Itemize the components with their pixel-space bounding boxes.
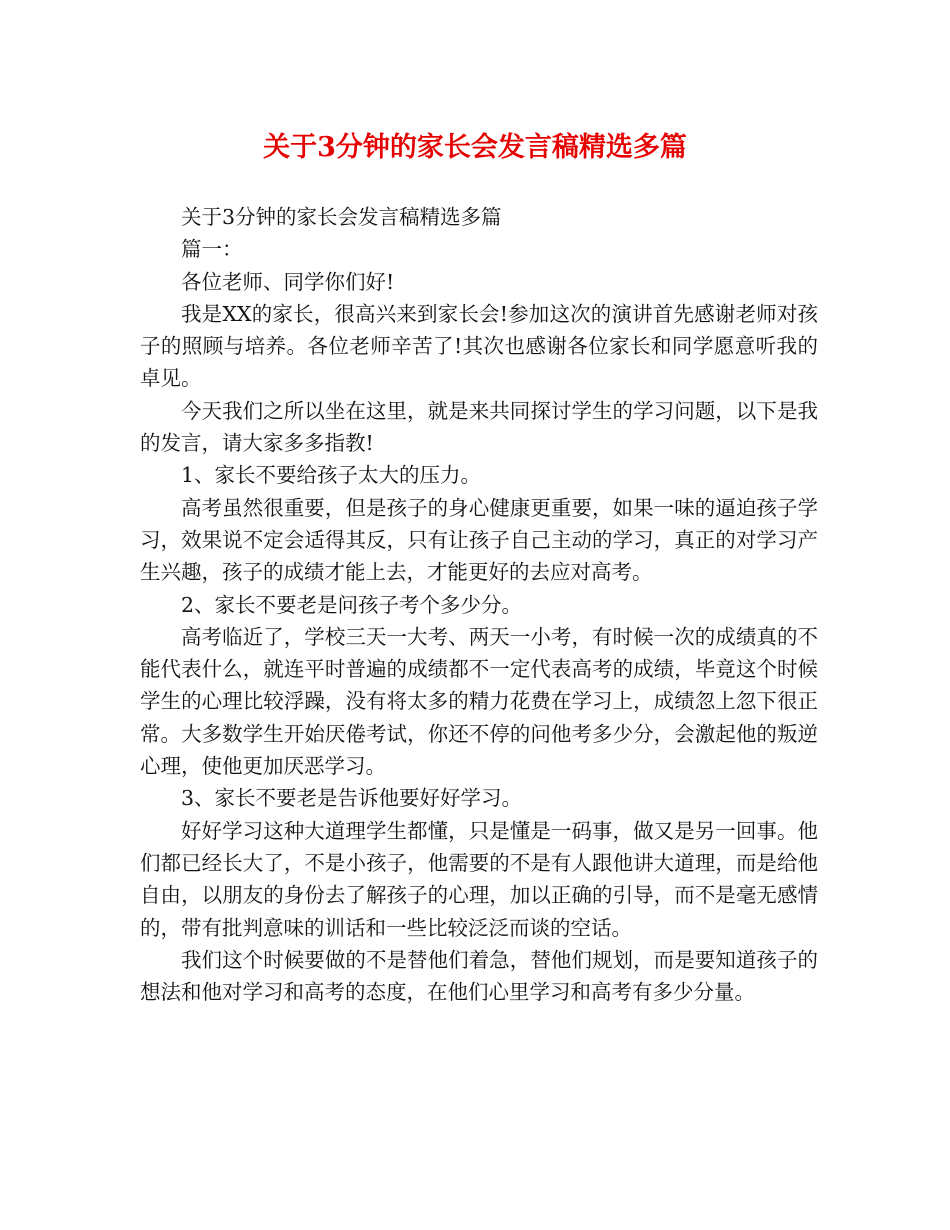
- paragraph-point-3-heading: 3、家长不要老是告诉他要好好学习。: [181, 786, 523, 811]
- paragraph-point-2-heading: 2、家长不要老是问孩子考个多少分。: [181, 592, 523, 617]
- paragraph-subtitle: 关于3分钟的家长会发言稿精选多篇: [181, 205, 502, 229]
- paragraph-greeting: 各位老师、同学你们好!: [181, 269, 395, 294]
- paragraph-section-label: 篇一：: [181, 237, 243, 262]
- paragraph-intro: 我是XX的家长，很高兴来到家长会!参加这次的演讲首先感谢老师对孩子的照顾与培养。各位老师辛苦了!其次也感谢各位家长和同学愿意听我的卓见。: [140, 301, 818, 391]
- document-body: [140, 201, 818, 1008]
- paragraph-point-2-body: 高考临近了，学校三天一大考、两天一小考，有时候一次的成绩真的不能代表什么，就连平时普遍的成绩都不一定代表高考的成绩，毕竟这个时候学生的心理比较浮躁，没有将太多的精力花费在学习上，成绩忽上忽下很正常。大多数学生开始厌倦考试，你还不停的问他考多少分，会激起他的叛逆心理，使他更加厌恶学习。: [140, 624, 818, 779]
- paragraph-purpose: 今天我们之所以坐在这里，就是来共同探讨学生的学习问题，以下是我的发言，请大家多多指教!: [140, 398, 818, 456]
- paragraph-closing: 我们这个时候要做的不是替他们着急，替他们规划，而是要知道孩子的想法和他对学习和高考的态度，在他们心里学习和高考有多少分量。: [140, 947, 818, 1005]
- paragraph-point-1-heading: 1、家长不要给孩子太大的压力。: [181, 463, 482, 488]
- paragraph-point-3-body: 好好学习这种大道理学生都懂，只是懂是一码事，做又是另一回事。他们都已经长大了，不是小孩子，他需要的不是有人跟他讲大道理，而是给他自由，以朋友的身份去了解孩子的心理，加以正确的引导，而不是毫无感情的，带有批判意味的训话和一些比较泛泛而谈的空话。: [140, 818, 818, 940]
- document-title: 关于3分钟的家长会发言稿精选多篇: [263, 132, 687, 163]
- paragraph-point-1-body: 高考虽然很重要，但是孩子的身心健康更重要，如果一味的逼迫孩子学习，效果说不定会适得其反，只有让孩子自己主动的学习，真正的对学习产生兴趣，孩子的成绩才能上去，才能更好的去应对高考。: [140, 495, 818, 585]
